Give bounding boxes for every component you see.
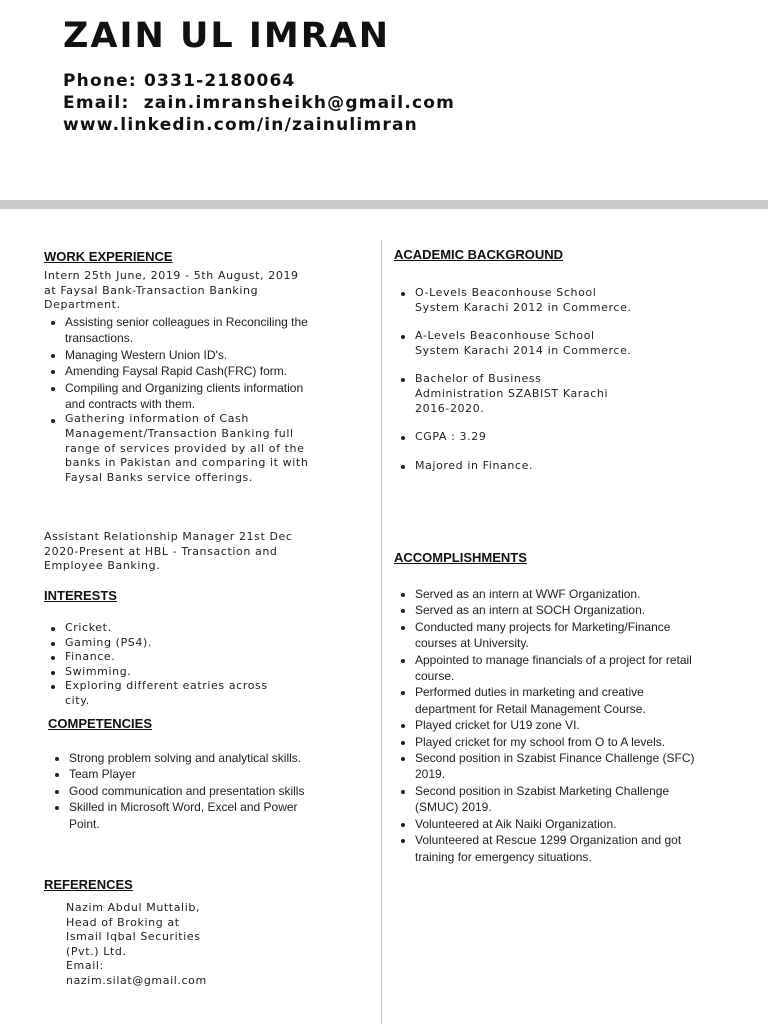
header-divider-bar	[0, 200, 768, 209]
list-item: Swimming.	[44, 665, 274, 680]
current-role-description: Assistant Relationship Manager 21st Dec 2020-Present at HBL - Transaction and Employee Banking.	[44, 530, 293, 573]
list-item: Team Player	[48, 766, 310, 782]
list-item: Gathering information of Cash Management/Transaction Banking full range of services provided by all of the banks in Pakistan and comparing it with Faysal Banks service offerings.	[44, 412, 312, 485]
phone-line: Phone: 0331-2180064	[63, 71, 296, 91]
work-experience-heading: WORK EXPERIENCE	[44, 249, 173, 264]
interests-heading: INTERESTS	[44, 588, 117, 603]
accomplishments-heading: ACCOMPLISHMENTS	[394, 550, 527, 565]
list-item: Served as an intern at WWF Organization.	[394, 586, 704, 602]
list-item: Second position in Szabist Finance Challenge (SFC) 2019.	[394, 750, 704, 783]
list-item: Strong problem solving and analytical skills.	[48, 750, 310, 766]
list-item: Second position in Szabist Marketing Challenge (SMUC) 2019.	[394, 783, 704, 816]
internship-description: Intern 25th June, 2019 - 5th August, 2019 at Faysal Bank-Transaction Banking Department.	[44, 269, 299, 312]
reference-email-label: Email:	[66, 959, 104, 973]
list-item: Assisting senior colleagues in Reconciling the transactions.	[44, 314, 312, 347]
work-duties-list	[44, 314, 312, 485]
list-item: Served as an intern at SOCH Organization.	[394, 602, 704, 618]
list-item: Managing Western Union ID's.	[44, 347, 312, 363]
list-item: O-Levels Beaconhouse School System Karachi 2012 in Commerce.	[394, 286, 634, 315]
list-item: Gaming (PS4).	[44, 636, 274, 651]
reference-contact	[66, 901, 286, 989]
list-item: Exploring different eatries across city.	[44, 679, 274, 708]
list-item: Played cricket for my school from O to A levels.	[394, 734, 704, 750]
work-intro	[44, 269, 306, 313]
interests-list	[44, 621, 274, 709]
current-role	[44, 530, 306, 574]
list-item: Volunteered at Rescue 1299 Organization and got training for emergency situations.	[394, 832, 704, 865]
list-item: A-Levels Beaconhouse School System Karachi 2014 in Commerce.	[394, 329, 634, 358]
list-item: Compiling and Organizing clients information and contracts with them.	[44, 380, 312, 413]
list-item: Conducted many projects for Marketing/Finance courses at University.	[394, 619, 704, 652]
list-item: Finance.	[44, 650, 274, 665]
list-item: Performed duties in marketing and creative department for Retail Management Course.	[394, 684, 704, 717]
list-item: Amending Faysal Rapid Cash(FRC) form.	[44, 363, 312, 379]
reference-company: Ismail Iqbal Securities	[66, 930, 201, 944]
linkedin-line: www.linkedin.com/in/zainulimran	[63, 115, 418, 135]
resume-header	[0, 0, 768, 200]
list-item: Skilled in Microsoft Word, Excel and Power Point.	[48, 799, 310, 832]
academic-heading: ACADEMIC BACKGROUND	[394, 247, 563, 262]
column-divider	[381, 240, 382, 1024]
reference-position: Head of Broking at	[66, 915, 180, 929]
list-item: Cricket.	[44, 621, 274, 636]
list-item: Majored in Finance.	[394, 459, 634, 474]
reference-email: nazim.silat@gmail.com	[66, 973, 207, 987]
reference-company-suffix: (Pvt.) Ltd.	[66, 944, 127, 958]
list-item: CGPA : 3.29	[394, 430, 634, 445]
competencies-list	[48, 750, 310, 832]
list-item: Volunteered at Aik Naiki Organization.	[394, 816, 704, 832]
academic-list	[394, 286, 634, 473]
list-item: Bachelor of Business Administration SZABIST Karachi 2016-2020.	[394, 372, 634, 416]
list-item: Played cricket for U19 zone VI.	[394, 717, 704, 733]
references-heading: REFERENCES	[44, 877, 133, 892]
accomplishments-list	[394, 586, 704, 865]
candidate-name: ZAIN UL IMRAN	[63, 16, 391, 56]
reference-name: Nazim Abdul Muttalib,	[66, 901, 201, 914]
list-item: Appointed to manage financials of a project for retail course.	[394, 652, 704, 685]
list-item: Good communication and presentation skills	[48, 783, 310, 799]
competencies-heading: COMPETENCIES	[48, 716, 153, 731]
email-line: Email: zain.imransheikh@gmail.com	[63, 93, 456, 113]
